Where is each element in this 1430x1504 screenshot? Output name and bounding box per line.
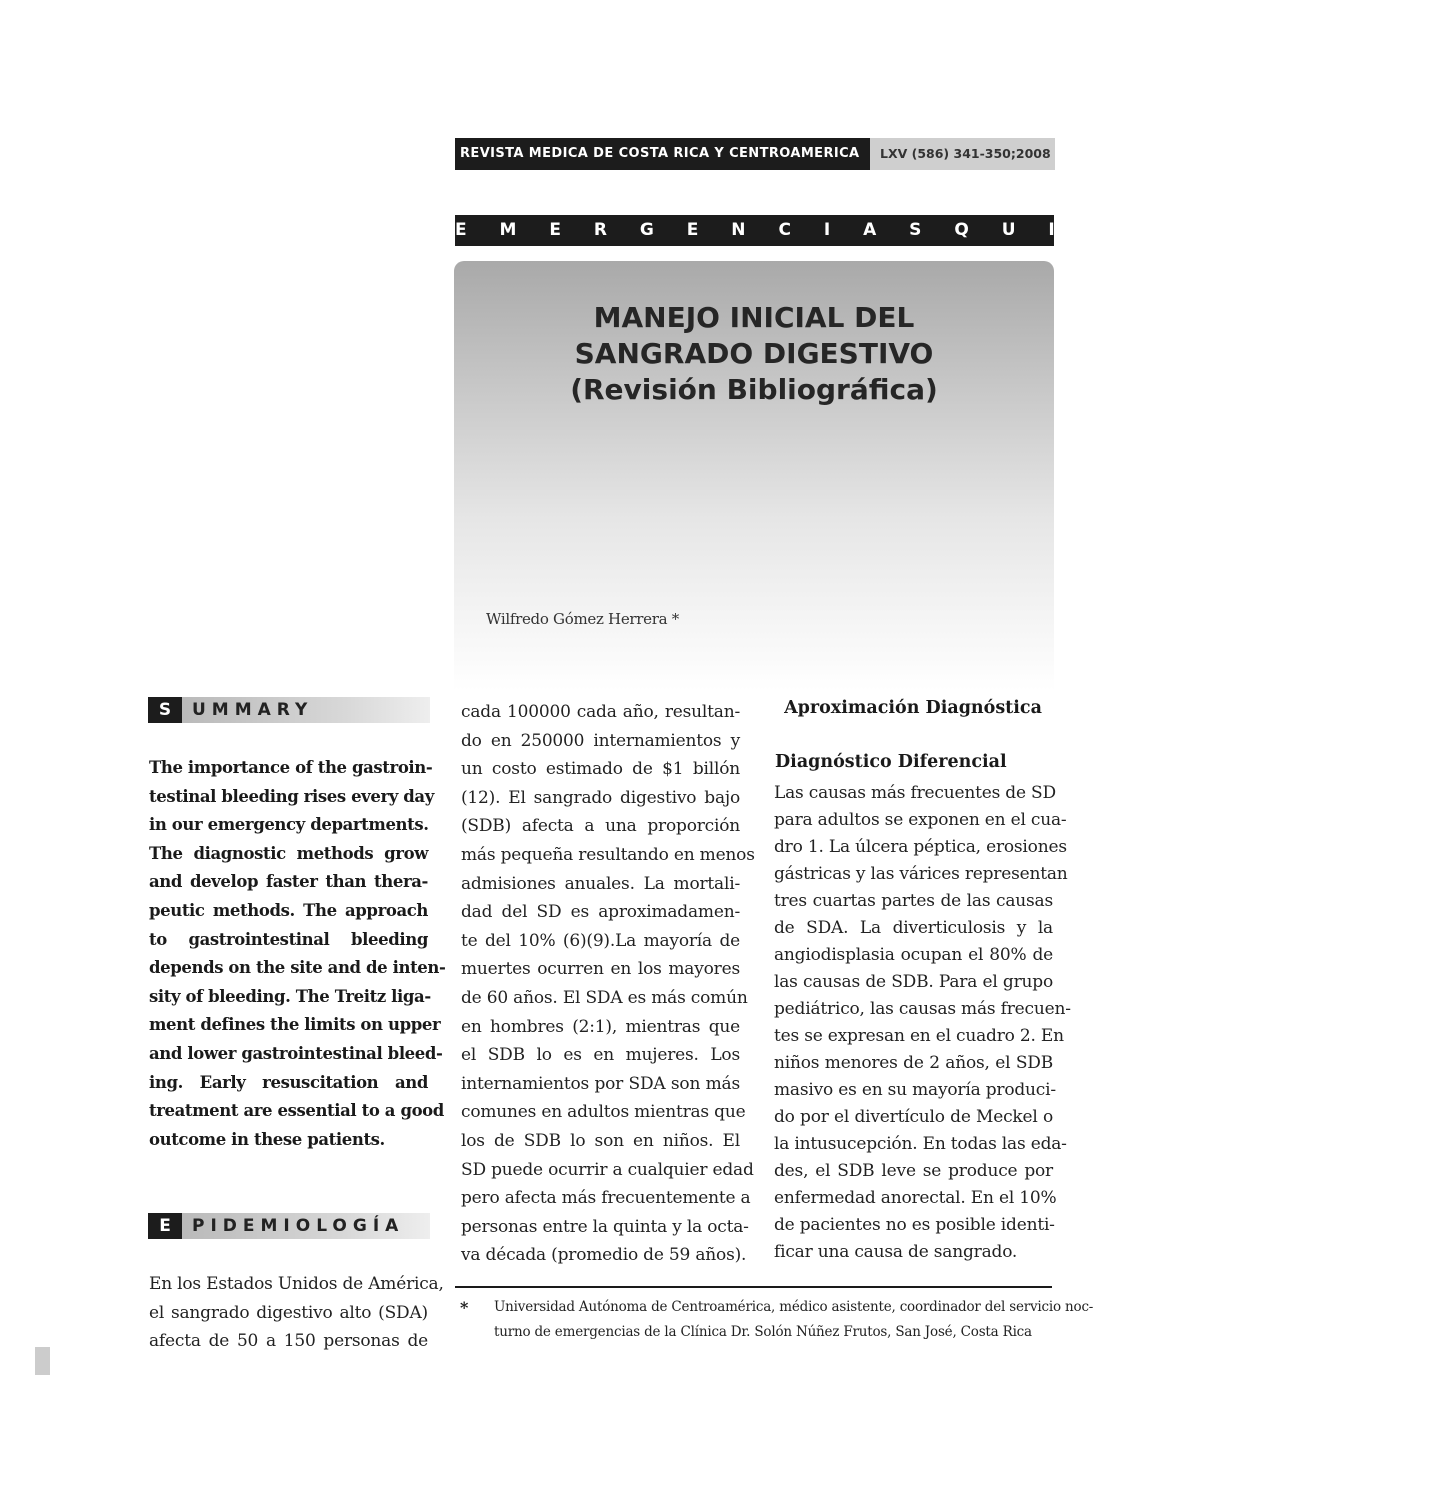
text-line: treatment are essential to a good	[149, 1101, 444, 1121]
text-line: afecta de 50 a 150 personas de	[149, 1331, 428, 1352]
text-line: tes se expresan en el cuadro 2. En	[774, 1026, 1064, 1046]
title-line-1: MANEJO INICIAL DEL	[593, 301, 915, 334]
section-band: E M E R G E N C I A S Q U I R U R G I C A S	[455, 215, 1054, 246]
footnote-marker: *	[460, 1298, 469, 1317]
text-line: and lower gastrointestinal bleed-	[149, 1043, 443, 1063]
subsection-title-diagnostico: Diagnóstico Diferencial	[775, 752, 1007, 772]
text-line: dro 1. La úlcera péptica, erosiones	[774, 837, 1067, 857]
text-line: and develop faster than thera-	[149, 872, 428, 892]
text-line: angiodisplasia ocupan el 80% de	[774, 945, 1053, 965]
text-line: des, el SDB leve se produce por	[774, 1161, 1053, 1181]
journal-reference: LXV (586) 341-350;2008	[870, 138, 1055, 170]
title-line-3: (Revisión Bibliográfica)	[570, 373, 938, 406]
summary-text	[149, 754, 446, 1154]
text-line: to gastrointestinal bleeding	[149, 929, 428, 949]
author-name: Wilfredo Gómez Herrera *	[486, 610, 679, 628]
title-line-2: SANGRADO DIGESTIVO	[574, 337, 934, 370]
footnote-text	[494, 1295, 1094, 1345]
text-line: va década (promedio de 59 años).	[461, 1245, 747, 1266]
text-line: el SDB lo es en mujeres. Los	[461, 1045, 740, 1066]
text-line: más pequeña resultando en menos	[461, 844, 755, 865]
text-line: te del 10% (6)(9).La mayoría de	[461, 930, 740, 951]
text-line: en hombres (2:1), mientras que	[461, 1016, 740, 1037]
footnote-rule	[455, 1286, 1052, 1288]
article-title	[454, 300, 1054, 408]
epidemiology-heading-initial: E	[148, 1213, 182, 1239]
text-line: sity of bleeding. The Treitz liga-	[149, 986, 431, 1006]
text-line: ment defines the limits on upper	[149, 1015, 441, 1035]
text-line: comunes en adultos mientras que	[461, 1102, 746, 1123]
text-line: cada 100000 cada año, resultan-	[461, 702, 740, 722]
text-line: Las causas más frecuentes de SD	[774, 783, 1056, 803]
text-line: do en 250000 internamientos y	[461, 730, 740, 751]
text-line: para adultos se exponen en el cua-	[774, 810, 1067, 830]
text-line: un costo estimado de $1 billón	[461, 759, 740, 780]
text-line: dad del SD es aproximadamen-	[461, 902, 740, 923]
right-column-text	[774, 780, 1071, 1266]
text-line: ficar una causa de sangrado.	[774, 1242, 1018, 1262]
text-line: masivo es en su mayoría produci-	[774, 1080, 1056, 1100]
text-line: de 60 años. El SDA es más común	[461, 987, 748, 1008]
text-line: peutic methods. The approach	[149, 900, 428, 920]
text-line: personas entre la quinta y la octa-	[461, 1216, 749, 1237]
text-line: (SDB) afecta a una proporción	[461, 816, 740, 837]
journal-header-bar	[455, 138, 1055, 170]
text-line: los de SDB lo son en niños. El	[461, 1130, 740, 1151]
text-line: el sangrado digestivo alto (SDA)	[149, 1302, 428, 1323]
text-line: in our emergency departments.	[149, 815, 429, 835]
text-line: enfermedad anorectal. En el 10%	[774, 1188, 1057, 1208]
epidemiology-text	[149, 1270, 444, 1356]
footnote-line-2: turno de emergencias de la Clínica Dr. Solón Núñez Frutos, San José, Costa Rica	[494, 1324, 1032, 1340]
text-line: internamientos por SDA son más	[461, 1073, 740, 1094]
text-line: testinal bleeding rises every day	[149, 786, 434, 806]
journal-name: REVISTA MEDICA DE COSTA RICA Y CENTROAMERICA	[455, 138, 870, 170]
summary-heading-initial: S	[148, 697, 182, 723]
middle-column-text	[461, 698, 755, 1270]
margin-tab	[35, 1347, 50, 1375]
text-line: ing. Early resuscitation and	[149, 1072, 428, 1092]
text-line: The diagnostic methods grow	[149, 843, 428, 863]
epidemiology-heading-rest: PIDEMIOLOGÍA	[192, 1216, 405, 1236]
text-line: muertes ocurren en los mayores	[461, 959, 740, 980]
text-line: outcome in these patients.	[149, 1129, 385, 1149]
text-line: las causas de SDB. Para el grupo	[774, 972, 1053, 992]
text-line: de SDA. La diverticulosis y la	[774, 918, 1053, 938]
text-line: The importance of the gastroin-	[149, 758, 433, 777]
footnote-line-1: Universidad Autónoma de Centroamérica, médico asistente, coordinador del servicio noc-	[494, 1299, 1094, 1315]
text-line: (12). El sangrado digestivo bajo	[461, 787, 740, 808]
text-line: En los Estados Unidos de América,	[149, 1274, 444, 1294]
text-line: SD puede ocurrir a cualquier edad	[461, 1159, 754, 1180]
text-line: niños menores de 2 años, el SDB	[774, 1053, 1053, 1073]
section-title-aproximacion: Aproximación Diagnóstica	[784, 698, 1042, 718]
text-line: pediátrico, las causas más frecuen-	[774, 999, 1071, 1019]
text-line: depends on the site and de inten-	[149, 958, 446, 978]
text-line: admisiones anuales. La mortali-	[461, 873, 740, 894]
text-line: tres cuartas partes de las causas	[774, 891, 1053, 911]
text-line: gástricas y las várices representan	[774, 864, 1068, 884]
text-line: la intusucepción. En todas las eda-	[774, 1134, 1067, 1154]
summary-heading	[148, 697, 430, 723]
text-line: pero afecta más frecuentemente a	[461, 1188, 751, 1209]
epidemiology-heading	[148, 1213, 430, 1239]
text-line: do por el divertículo de Meckel o	[774, 1107, 1053, 1127]
text-line: de pacientes no es posible identi-	[774, 1215, 1055, 1235]
summary-heading-rest: UMMARY	[192, 700, 314, 720]
